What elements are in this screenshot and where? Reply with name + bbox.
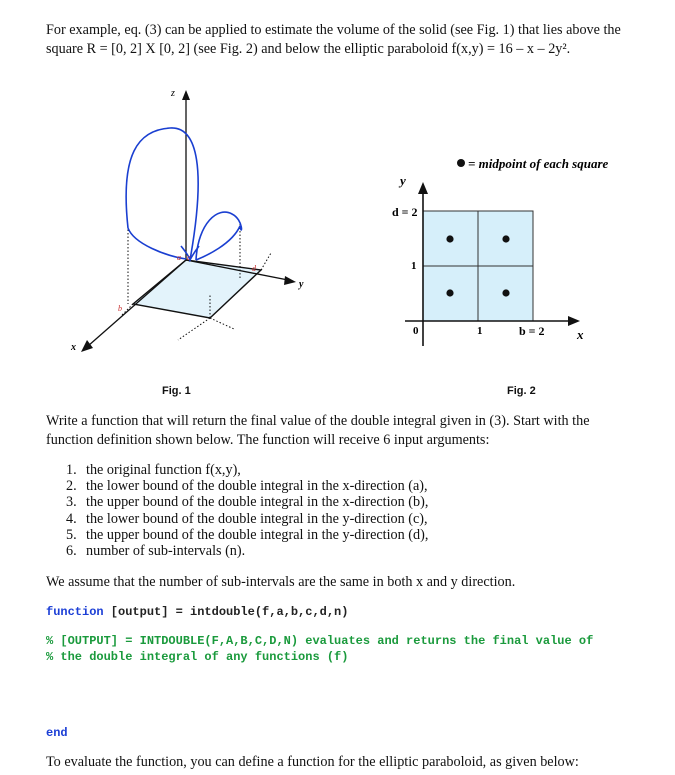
list-item: 3. the upper bound of the double integral in the x-direction (b), <box>66 494 429 511</box>
fig2-x-arrow <box>568 316 580 326</box>
code-signature <box>46 605 348 621</box>
intro-line-2: square R = [0, 2] X [0, 2] (see Fig. 2) and below the elliptic paraboloid f(x,y) = 16 – x – 2y². <box>46 41 571 57</box>
fig2-label-one-y: 1 <box>411 260 417 272</box>
list-item: 6. number of sub-intervals (n). <box>66 543 246 560</box>
list-item: 2. the lower bound of the double integral in the x-direction (a), <box>66 478 428 495</box>
fig2-label-b2: b = 2 <box>519 324 545 338</box>
code-keyword-function: function <box>46 605 104 619</box>
fig1-label-z: z <box>171 88 175 99</box>
fig1-dash-d <box>261 253 271 270</box>
fig1-drawing <box>70 88 304 353</box>
fig2-legend-text: = midpoint of each square <box>468 156 609 171</box>
task-paragraph <box>46 412 652 450</box>
task-line-1: Write a function that will return the final value of the double integral given in (3). Start with the <box>46 413 590 429</box>
fig1-caption: Fig. 1 <box>162 385 191 397</box>
fig2-midpoint <box>446 289 453 296</box>
fig1-dash-front <box>178 318 210 340</box>
fig2-label-d2: d = 2 <box>392 205 418 219</box>
fig1-dash-b <box>121 304 133 316</box>
fig1-z-arrow <box>182 90 190 100</box>
fig1-label-b: b <box>118 304 122 313</box>
fig2-midpoint <box>502 289 509 296</box>
assumption-text: We assume that the number of sub-intervals are the same in both x and y direction. <box>46 574 516 590</box>
fig2-label-zero: 0 <box>413 325 419 337</box>
fig1-dash-front-right <box>210 318 234 329</box>
intro-line-1: For example, eq. (3) can be applied to estimate the volume of the solid (see Fig. 1) that lies above the <box>46 22 621 38</box>
fig1-y-arrow <box>284 276 296 285</box>
fig2-label-y: y <box>400 173 406 188</box>
list-item: 1. the original function f(x,y), <box>66 462 241 478</box>
fig1-label-x: x <box>71 342 76 353</box>
intro-paragraph <box>46 21 652 59</box>
list-item: 4. the lower bound of the double integral in the y-direction (c), <box>66 510 428 527</box>
fig1-label-d: d <box>252 264 256 273</box>
code-comment-2: % the double integral of any functions (f) <box>46 650 349 664</box>
fig1-curve-right <box>196 212 242 260</box>
fig1-label-c: c <box>187 253 191 262</box>
code-comment-1: % [OUTPUT] = INTDOUBLE(F,A,B,C,D,N) evaluates and returns the final value of <box>46 634 594 648</box>
fig1-label-a: a <box>177 253 181 262</box>
list-item: 5. the upper bound of the double integral in the y-direction (d), <box>66 526 429 543</box>
fig2-label-x: x <box>577 327 584 342</box>
fig2-legend-dot <box>457 159 465 167</box>
code-keyword-end: end <box>46 726 68 740</box>
arguments-list <box>66 462 428 559</box>
fig2-midpoint <box>446 235 453 242</box>
closing-text: To evaluate the function, you can define a function for the elliptic paraboloid, as given below: <box>46 754 579 770</box>
task-line-2: function definition shown below. The function will receive 6 input arguments: <box>46 432 490 448</box>
fig1-label-y: y <box>299 279 304 290</box>
fig2-caption: Fig. 2 <box>507 385 536 397</box>
fig2-drawing <box>392 156 609 346</box>
fig2-y-arrow <box>418 182 428 194</box>
figures-area <box>0 78 675 398</box>
fig1-x-arrow <box>81 340 93 352</box>
fig2-midpoint <box>502 235 509 242</box>
code-signature-rest: [output] = intdouble(f,a,b,c,d,n) <box>103 605 349 619</box>
fig2-label-one-x: 1 <box>477 325 483 337</box>
figures-svg <box>0 78 675 398</box>
